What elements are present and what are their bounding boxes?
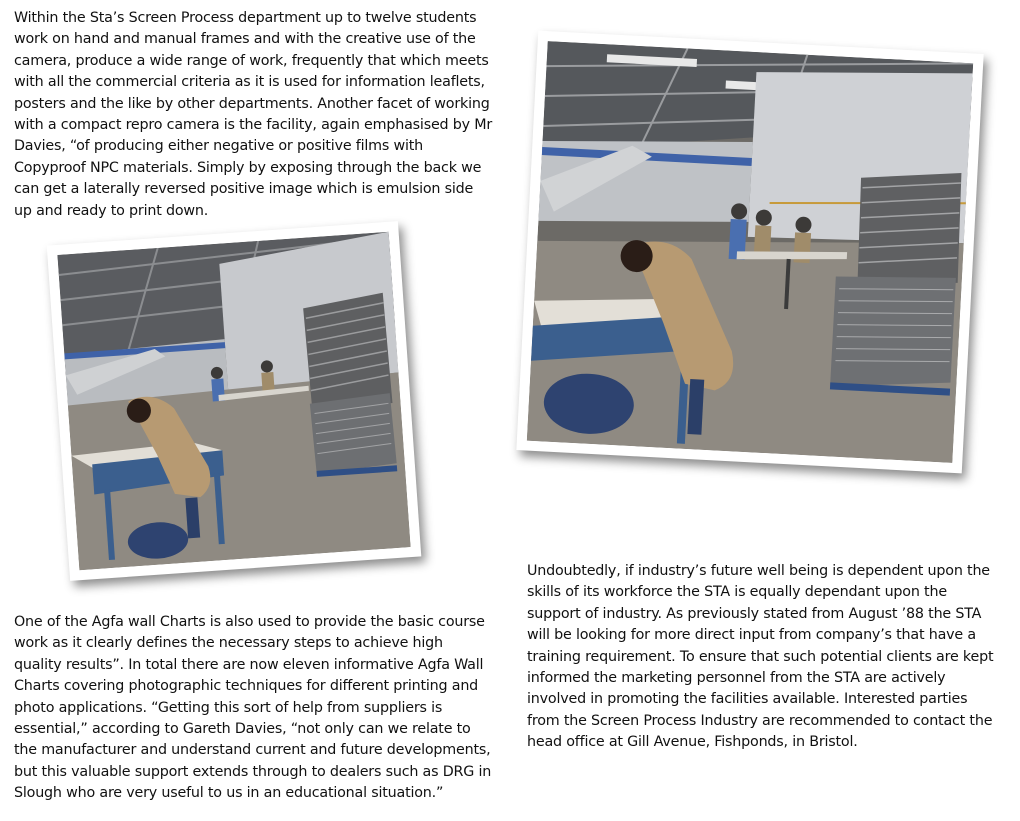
paragraph-agfa-charts: One of the Agfa wall Charts is also used to provide the basic course work as it clearly defines the necessary steps to achieve high quality results”. In total there are now eleven informative Agfa Wall Charts covering photographic techniques for different printing and photo applications. “Getting this sort of help from suppliers is essential,” according to Gareth Davies, “not only can we relate to the manufacturer and understand current and future developments, but this valuable support extends through to dealers such as DRG in Slough who are very useful to us in an educational situation.” <box>14 614 492 802</box>
paragraph-intro: Within the Sta’s Screen Process department up to twelve students work on hand and manual frames and with the creative use of the camera, produce a wide range of work, frequently that which meets with all the commercial criteria as it is used for information leaflets, posters and the like by other departments. Another facet of working with a compact repro camera is the facility, again emphasised by Mr Davies, “of producing either negative or positive films with Copyproof NPC materials. Simply by exposing through the back we can get a laterally reversed positive image which is emulsion side up and ready to print down. <box>14 10 493 219</box>
workshop-photo-small <box>47 221 422 581</box>
paragraph-industry-support: Undoubtedly, if industry’s future well being is dependent upon the skills of its workforce the STA is equally dependant upon the support of industry. As previously stated from August ’88 the STA will be looking for more direct input from company’s that have a training requirement. To ensure that such potential clients are kept informed the marketing personnel from the STA are actively involved in promoting the facilities available. Interested parties from the Screen Process Industry are recommended to contact the head office at Gill Avenue, Fishponds, in Bristol. <box>527 563 994 751</box>
workshop-photo-large-image <box>527 41 973 463</box>
workshop-photo-small-image <box>57 232 410 570</box>
workshop-photo-large <box>516 31 983 474</box>
